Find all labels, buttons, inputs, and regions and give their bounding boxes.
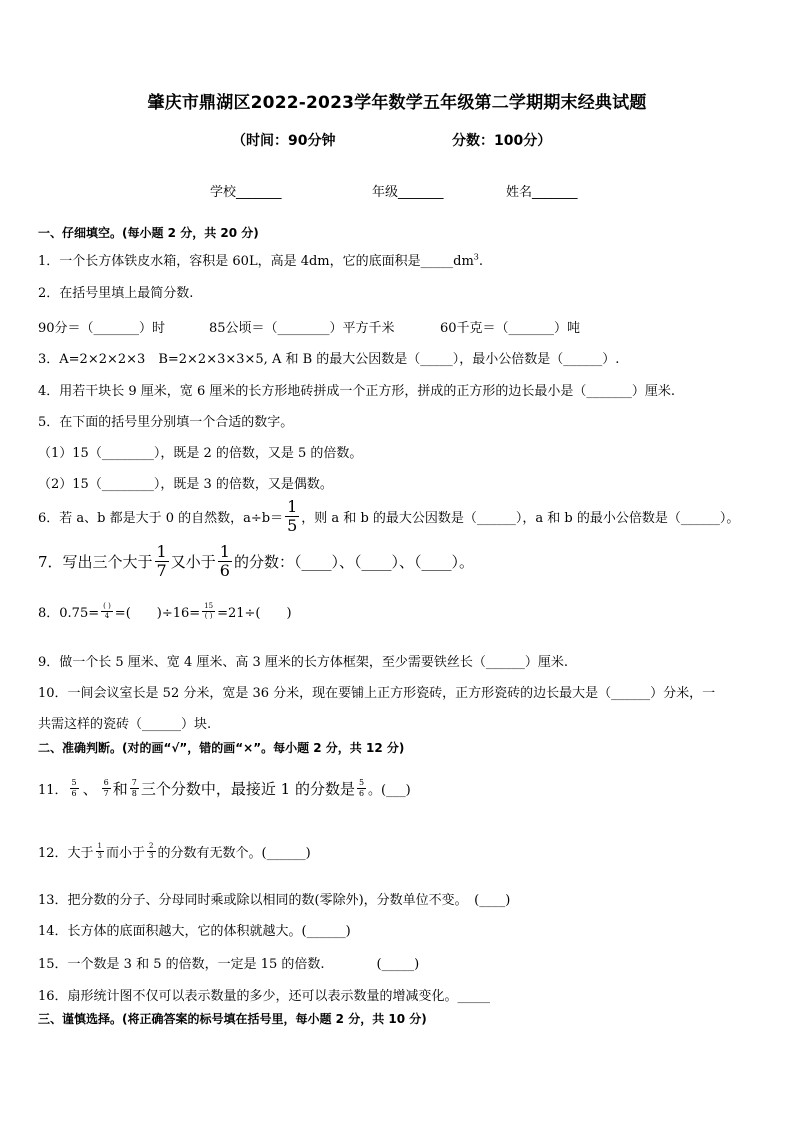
fraction-denominator: 3 — [97, 851, 103, 860]
question-11: 11． $\frac{5}{6}$ 、 $\frac{6}{7}$ 和 $\frac{7}{8}$ 三个分数中，最接近 1 的分数是 $\frac{5}{6}$ 。(___) — [38, 777, 411, 798]
fraction-numerator: 2 — [149, 841, 154, 850]
question-12-mid: 而小于 — [106, 845, 146, 861]
question-11-fraction-4 — [357, 779, 366, 798]
question-11-mid: 三个分数中，最接近 1 的分数是 — [140, 779, 355, 798]
question-6-fraction — [285, 496, 299, 535]
fraction-numerator: 5 — [71, 777, 77, 787]
question-13: 13．把分数的分子、分母同时乘或除以相同的数(零除外)，分数单位不变。 (____) — [38, 893, 511, 908]
question-12-fraction-2 — [147, 843, 155, 860]
fraction-denominator: 5 — [287, 515, 298, 535]
fraction-denominator: ( ) — [204, 611, 213, 620]
question-12-post: 的分数有无数个。(______) — [157, 845, 311, 861]
question-2-item-1: 90分＝（_______）时 — [38, 321, 166, 336]
question-6-post: ，则 a 和 b 的最大公因数是（______），a 和 b 的最小公倍数是（______）。 — [301, 510, 740, 526]
section-1-heading: 一、仔细填空。(每小题 2 分，共 20 分) — [38, 226, 259, 240]
question-7-post: 的分数：（____）、（____）、（____）。 — [233, 552, 474, 571]
fraction-numerator: 1 — [156, 541, 167, 561]
question-6 — [38, 496, 739, 536]
question-6-pre: 6．若 a、b 都是大于 0 的自然数，a÷b＝ — [38, 510, 284, 526]
question-8-fraction-1 — [101, 603, 113, 620]
question-7-fraction-1 — [155, 541, 169, 580]
question-10-line-2: 共需这样的瓷砖（______）块. — [38, 717, 212, 732]
fraction-numerator: 1 — [219, 541, 230, 561]
grade-field: 年级_______ — [372, 185, 444, 200]
exam-time: （时间：90分钟 — [232, 133, 336, 149]
fraction-numerator: 5 — [358, 777, 365, 787]
question-11-sep: 、 — [82, 779, 98, 798]
question-7-mid: 又小于 — [170, 552, 216, 571]
question-1-end: . — [478, 254, 484, 269]
question-12-fraction-1 — [96, 843, 104, 860]
question-1-superscript: 3 — [473, 252, 479, 262]
question-9: 9．做一个长 5 厘米、宽 4 厘米、高 3 厘米的长方体框架，至少需要铁丝长（______）厘米. — [38, 655, 569, 670]
question-2-item-3: 60千克＝（_______）吨 — [440, 321, 581, 336]
question-10-line-1: 10．一间会议室长是 52 分米，宽是 36 分米，现在要铺上正方形瓷砖，正方形瓷砖的边长最大是（______）分米，一 — [38, 686, 716, 701]
fraction-numerator: 6 — [103, 777, 109, 787]
question-7 — [38, 540, 474, 582]
question-5: 5．在下面的括号里分别填一个合适的数字。 — [38, 415, 294, 430]
question-2: 2．在括号里填上最简分数. — [38, 286, 194, 301]
question-8 — [38, 598, 292, 624]
exam-score: 分数：100分） — [452, 133, 552, 149]
question-8-pre: 8．0.75= — [38, 605, 100, 621]
question-8-mid: =( )÷16= — [114, 605, 201, 621]
fraction-denominator: 6 — [219, 560, 230, 580]
question-11-fraction-1 — [70, 779, 79, 798]
fraction-denominator: 7 — [156, 560, 167, 580]
question-11-post: 。(___) — [368, 782, 411, 798]
fraction-denominator: 7 — [103, 788, 109, 798]
question-11-fraction-3 — [130, 779, 139, 798]
question-3: 3．A=2×2×2×3 B=2×2×3×3×5, A 和 B 的最大公因数是（_____），最小公倍数是（______）. — [38, 352, 620, 367]
question-8-fraction-2 — [202, 603, 215, 620]
page-title: 肇庆市鼎湖区2022-2023学年数学五年级第二学期期末经典试题 — [147, 93, 647, 113]
question-15: 15．一个数是 3 和 5 的倍数，一定是 15 的倍数. (_____) — [38, 957, 420, 972]
question-4: 4．用若干块长 9 厘米，宽 6 厘米的长方形地砖拼成一个正方形，拼成的正方形的边长最小是（_______）厘米. — [38, 384, 675, 399]
question-8-post: =21÷( ) — [217, 605, 292, 621]
fraction-numerator: ( ) — [103, 601, 111, 610]
question-16: 16．扇形统计图不仅可以表示数量的多少，还可以表示数量的增减变化。_____ — [38, 989, 491, 1004]
question-12 — [38, 838, 311, 864]
fraction-denominator: 3 — [149, 851, 154, 860]
name-field: 姓名_______ — [506, 185, 578, 200]
question-7-pre: 7．写出三个大于 — [38, 552, 153, 571]
school-field: 学校_______ — [210, 185, 282, 200]
question-2-item-2: 85公顷＝（________）平方千米 — [209, 321, 395, 336]
section-3-heading: 三、谨慎选择。(将正确答案的标号填在括号里，每小题 2 分，共 10 分) — [38, 1012, 427, 1026]
fraction-numerator: 7 — [131, 777, 137, 787]
question-1-text: 1．一个长方体铁皮水箱，容积是 60L，高是 4dm，它的底面积是_____dm — [38, 254, 474, 269]
fraction-numerator: 1 — [287, 496, 298, 516]
question-12-pre: 12．大于 — [38, 845, 94, 861]
fraction-numerator: 15 — [204, 601, 214, 610]
question-7-fraction-2 — [218, 541, 232, 580]
fraction-denominator: 4 — [104, 611, 110, 620]
section-2-heading: 二、准确判断。(对的画“√”，错的画“×”。每小题 2 分，共 12 分) — [38, 741, 405, 755]
question-11-pre: 11． — [38, 782, 68, 798]
fraction-denominator: 6 — [358, 788, 365, 798]
question-11-fraction-2 — [102, 779, 111, 798]
fraction-denominator: 8 — [131, 788, 137, 798]
fraction-denominator: 6 — [71, 788, 77, 798]
question-5-1: （1）15（________），既是 2 的倍数，又是 5 的倍数。 — [38, 446, 363, 461]
question-1 — [38, 250, 483, 269]
question-14: 14．长方体的底面积越大，它的体积就越大。(______) — [38, 924, 351, 939]
question-5-2: （2）15（________），既是 3 的倍数，又是偶数。 — [38, 477, 333, 492]
fraction-numerator: 1 — [97, 841, 103, 850]
